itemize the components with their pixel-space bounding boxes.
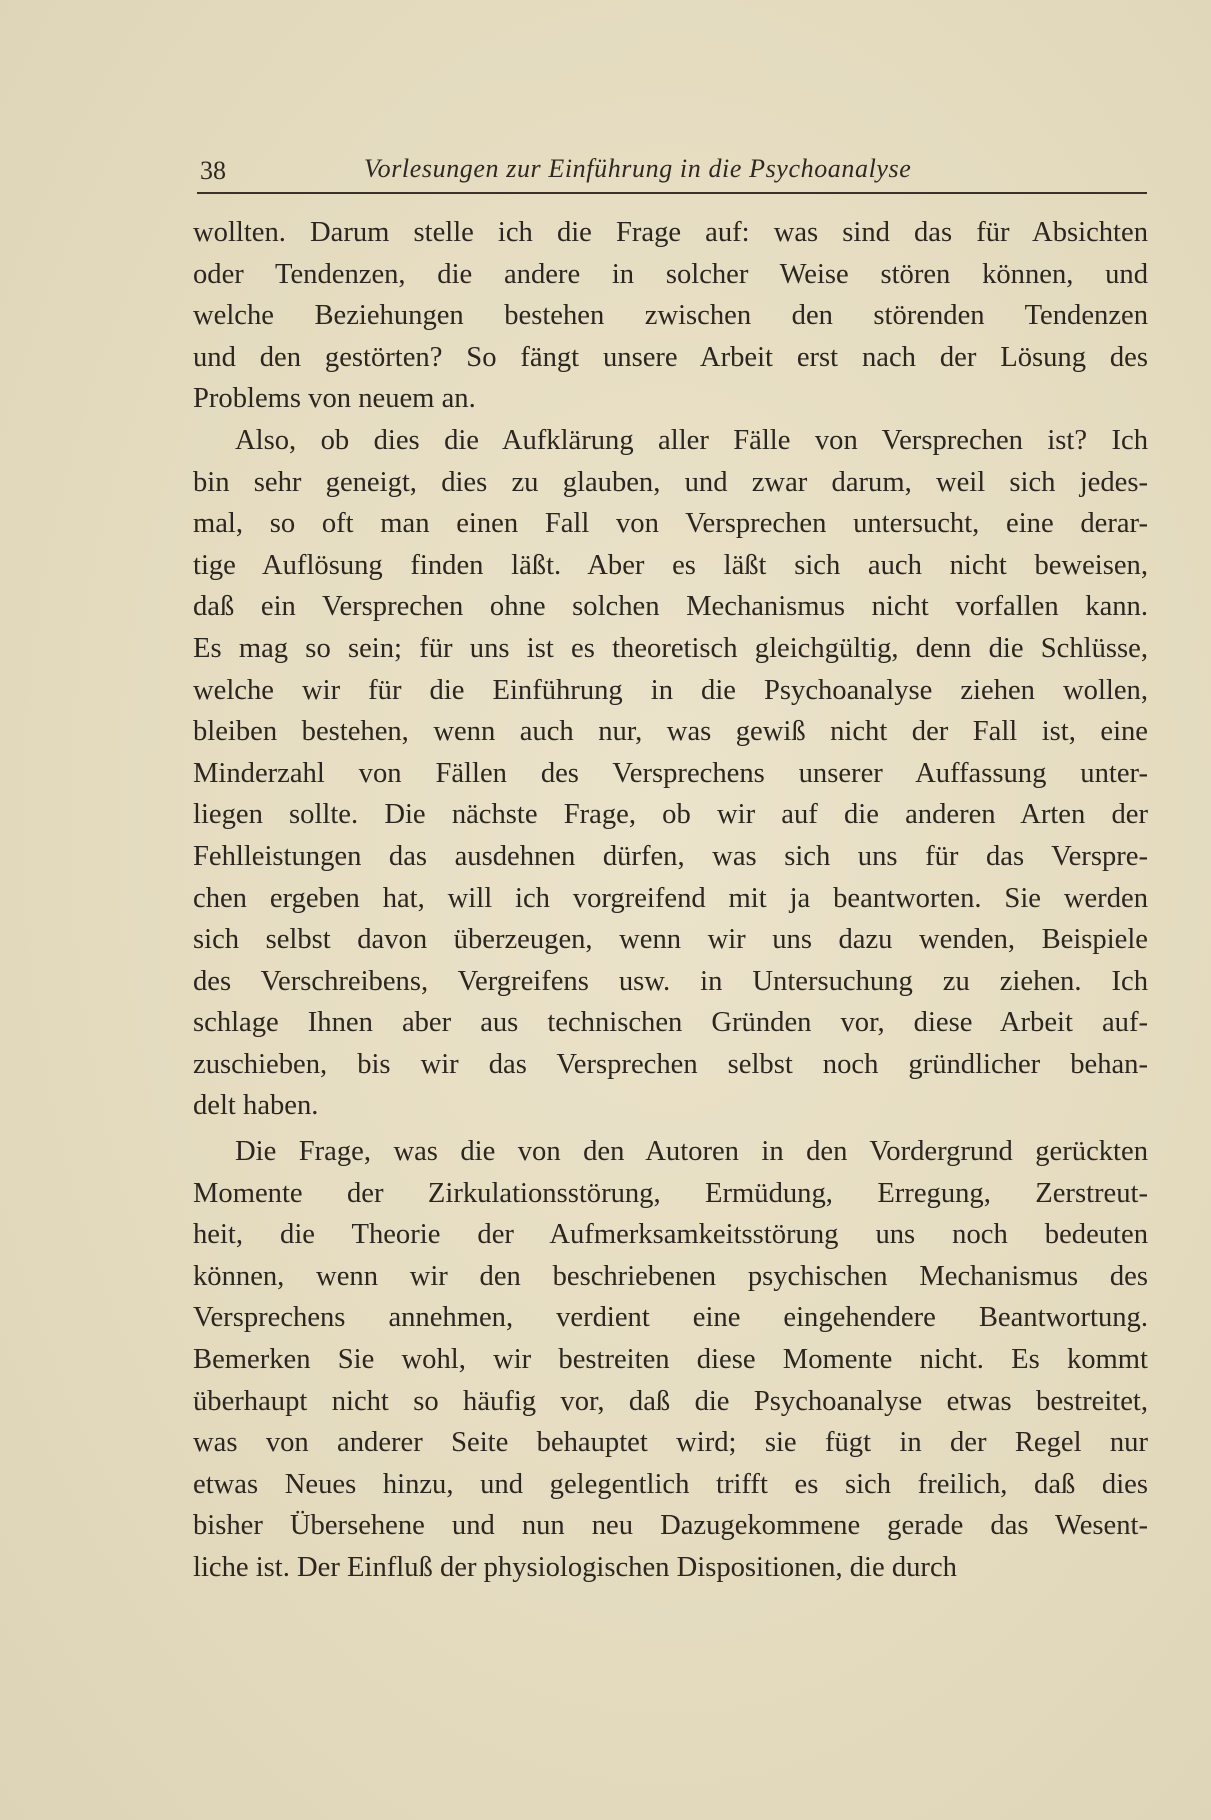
text-line: heit, die Theorie der Aufmerksamkeitsstörung uns noch bedeuten bbox=[193, 1219, 1148, 1251]
text-line: überhaupt nicht so häufig vor, daß die Psychoanalyse etwas bestreitet, bbox=[193, 1385, 1148, 1417]
text-line: liegen sollte. Die nächste Frage, ob wir auf die anderen Arten der bbox=[193, 799, 1148, 831]
text-line: welche Beziehungen bestehen zwischen den störenden Tendenzen bbox=[193, 300, 1148, 332]
text-line: Es mag so sein; für uns ist es theoretisch gleichgültig, denn die Schlüsse, bbox=[193, 632, 1148, 664]
text-line: Versprechens annehmen, verdient eine eingehendere Beantwortung. bbox=[193, 1302, 1148, 1334]
paragraph-1 bbox=[193, 212, 1148, 420]
text-line: Momente der Zirkulationsstörung, Ermüdung, Erregung, Zerstreut- bbox=[193, 1177, 1148, 1209]
text-line: wollten. Darum stelle ich die Frage auf: was sind das für Absichten bbox=[193, 217, 1148, 248]
text-line: mal, so oft man einen Fall von Versprechen untersucht, eine derar- bbox=[193, 508, 1148, 540]
paragraph-2 bbox=[193, 420, 1148, 1127]
text-line: schlage Ihnen aber aus technischen Gründen vor, diese Arbeit auf- bbox=[193, 1007, 1148, 1039]
text-line: zuschieben, bis wir das Versprechen selbst noch gründlicher behan- bbox=[193, 1048, 1148, 1080]
text-line: sich selbst davon überzeugen, wenn wir uns dazu wenden, Beispiele bbox=[193, 924, 1148, 956]
text-line: daß ein Versprechen ohne solchen Mechanismus nicht vorfallen kann. bbox=[193, 591, 1148, 623]
text-line: bin sehr geneigt, dies zu glauben, und zwar darum, weil sich jedes- bbox=[193, 466, 1148, 498]
text-line: bleiben bestehen, wenn auch nur, was gewiß nicht der Fall ist, eine bbox=[193, 716, 1148, 748]
text-line: etwas Neues hinzu, und gelegentlich trifft es sich freilich, daß dies bbox=[193, 1468, 1148, 1500]
text-line: tige Auflösung finden läßt. Aber es läßt sich auch nicht beweisen, bbox=[193, 549, 1148, 581]
running-title: Vorlesungen zur Einführung in die Psychoanalyse bbox=[364, 154, 912, 183]
text-line: Bemerken Sie wohl, wir bestreiten diese Momente nicht. Es kommt bbox=[193, 1344, 1148, 1376]
page-number: 38 bbox=[200, 156, 226, 185]
text-line: und den gestörten? So fängt unsere Arbeit erst nach der Lösung des bbox=[193, 341, 1148, 373]
text-line: können, wenn wir den beschriebenen psychischen Mechanismus des bbox=[193, 1260, 1148, 1292]
header-rule bbox=[197, 192, 1147, 194]
text-line: des Verschreibens, Vergreifens usw. in Untersuchung zu ziehen. Ich bbox=[193, 965, 1148, 997]
paragraph-3 bbox=[193, 1131, 1148, 1589]
text-line: bisher Übersehene und nun neu Dazugekommene gerade das Wesent- bbox=[193, 1510, 1148, 1542]
text-line: oder Tendenzen, die andere in solcher Weise stören können, und bbox=[193, 258, 1148, 290]
text-line: chen ergeben hat, will ich vorgreifend mit ja beantworten. Sie werden bbox=[193, 882, 1148, 914]
text-line: welche wir für die Einführung in die Psychoanalyse ziehen wollen, bbox=[193, 674, 1148, 706]
text-line: Problems von neuem an. bbox=[193, 383, 476, 415]
text-line: Die Frage, was die von den Autoren in den Vordergrund gerückten bbox=[235, 1136, 1148, 1168]
text-line: Minderzahl von Fällen des Versprechens unserer Auffassung unter- bbox=[193, 757, 1148, 789]
text-line: delt haben. bbox=[193, 1090, 319, 1122]
body-text bbox=[193, 212, 1148, 1589]
text-line: Fehlleistungen das ausdehnen dürfen, was sich uns für das Verspre- bbox=[193, 840, 1148, 872]
page-header bbox=[197, 150, 1147, 190]
text-line: Also, ob dies die Aufklärung aller Fälle von Versprechen ist? Ich bbox=[235, 424, 1148, 456]
text-line: liche ist. Der Einfluß der physiologischen Dispositionen, die durch bbox=[193, 1552, 957, 1583]
text-line: was von anderer Seite behauptet wird; sie fügt in der Regel nur bbox=[193, 1427, 1148, 1459]
